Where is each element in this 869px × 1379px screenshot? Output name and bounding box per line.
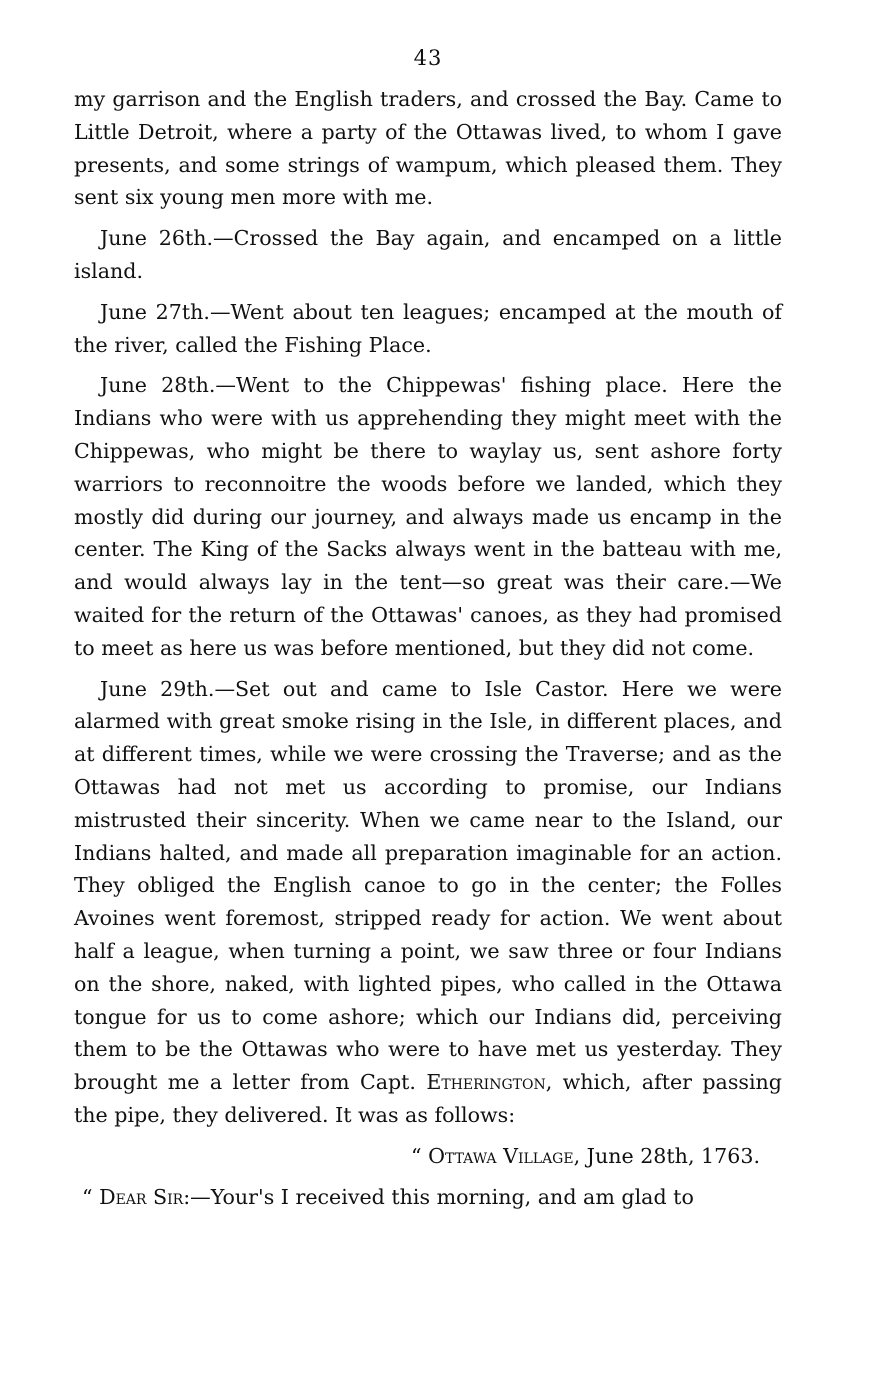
- dateline-date: , June 28th, 1763.: [573, 1143, 760, 1168]
- paragraph-june-28: June 28th.—Went to the Chippewas' fishing place. Here the Indians who were with us apprehending they might meet with the Chippewas, who might be there to waylay us, sent ashore forty warriors to reconnoitre the woods before we landed, which they mostly did during our journey, and always made us encamp in the center. The King of the Sacks always went in the batteau with me, and would always lay in the tent—so great was their care.—We waited for the return of the Ottawas' canoes, as they had promised to meet as here us was before mentioned, but they did not come.: [74, 373, 782, 660]
- dateline-place: Ottawa Village: [428, 1143, 574, 1168]
- page-number: 43: [413, 46, 443, 70]
- book-page: [74, 48, 782, 1213]
- salutation-open-quote: “: [82, 1184, 100, 1209]
- dateline-open-quote: “: [411, 1143, 429, 1168]
- salutation-text: :—Your's I received this morning, and am glad to: [183, 1184, 694, 1209]
- captain-name: Etherington: [426, 1070, 546, 1095]
- letter-dateline: [74, 1140, 782, 1173]
- paragraph-continuation: my garrison and the English traders, and crossed the Bay. Came to Little Detroit, where a party of the Ottawas lived, to whom I gave presents, and some strings of wampum, which pleased them. They sent six young men more with me.: [74, 87, 782, 210]
- salutation-greeting: Dear Sir: [99, 1184, 184, 1209]
- paragraph-june-26: June 26th.—Crossed the Bay again, and encamped on a little island.: [74, 226, 782, 283]
- paragraph-june-29: [74, 673, 782, 1132]
- letter-salutation: [74, 1181, 782, 1214]
- paragraph-june-29-text: June 29th.—Set out and came to Isle Castor. Here we were alarmed with great smoke rising in the Isle, in different places, and at different times, while we were crossing the Traverse; and as the Ottawas had not met us according to promise, our Indians mistrusted their sincerity. When we came near to the Island, our Indians halted, and made all preparation imaginable for an action. They obliged the English canoe to go in the center; the Folles Avoines went foremost, stripped ready for action. We went about half a league, when turning a point, we saw three or four Indians on the shore, naked, with lighted pipes, who called in the Ottawa tongue for us to come ashore; which our Indians did, perceiving them to be the Ottawas who were to have met us yesterday. They brought me a letter from Capt.: [74, 676, 782, 1095]
- paragraph-june-29-text-end: , which, after passing the pipe, they delivered. It was as follows:: [74, 1070, 782, 1127]
- paragraph-june-27: June 27th.—Went about ten leagues; encamped at the mouth of the river, called the Fishing Place.: [74, 299, 782, 357]
